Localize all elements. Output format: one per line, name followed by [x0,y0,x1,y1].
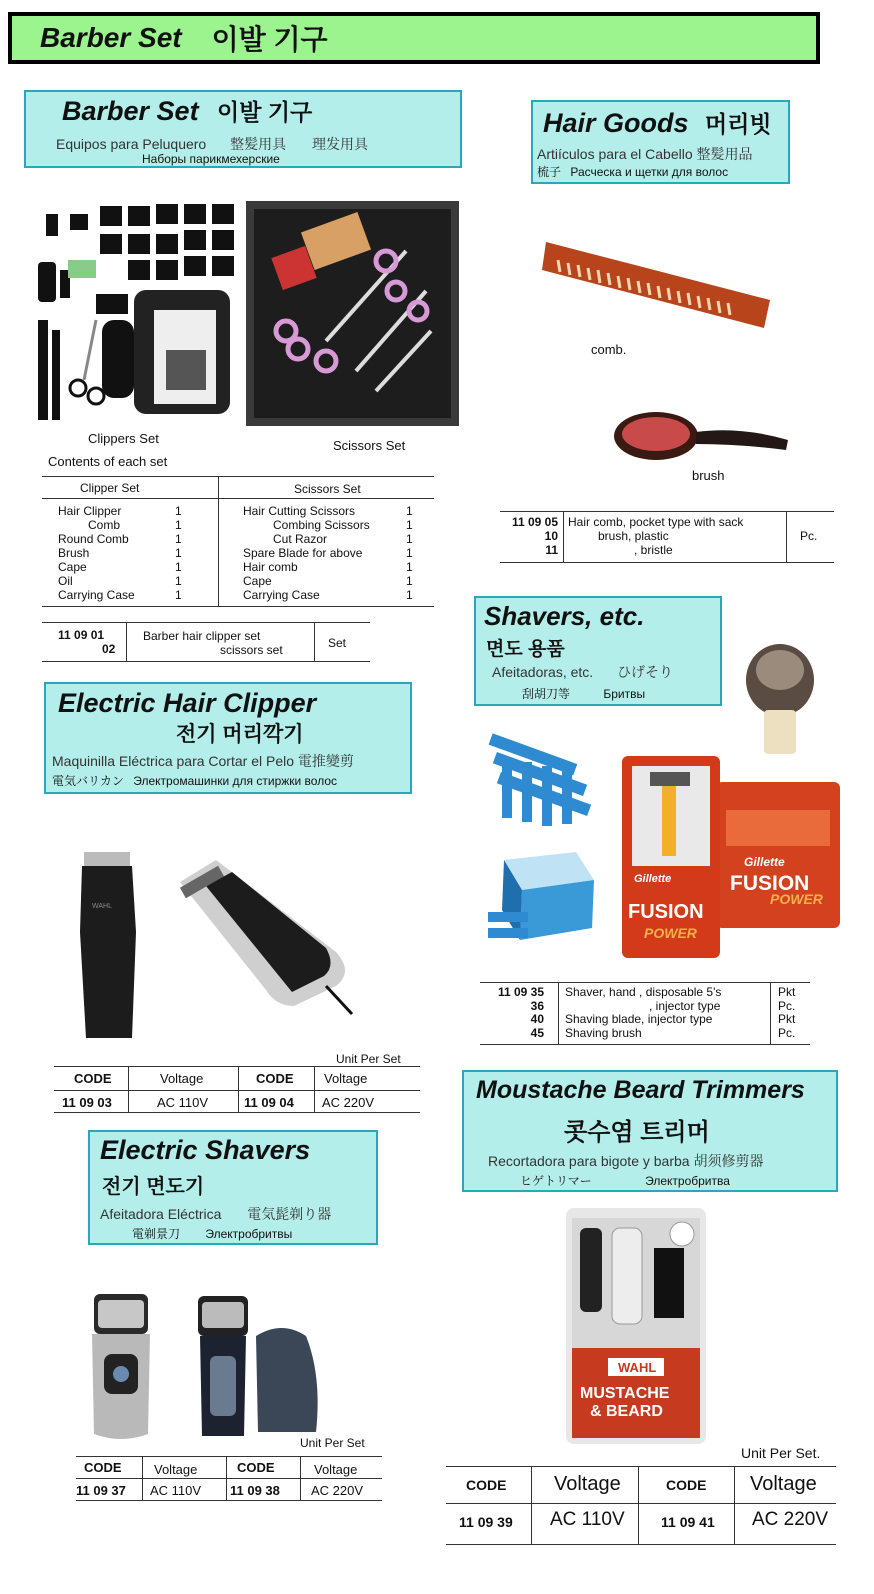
pack-name-1: FUSION [628,901,704,923]
hair-sub-ru: Расческа и щетки для волос [570,165,729,179]
table-rule [54,1066,420,1067]
electric-clipper-heading [44,682,412,794]
list-item: Hair comb [243,560,298,574]
clipper-header-voltage-2: Voltage [324,1071,368,1086]
clipper-header-voltage: Voltage [160,1071,204,1086]
hair-unit: Pc. [800,529,818,543]
eshavers-code-b: 11 09 38 [230,1483,280,1498]
hair-title: Hair Goods [543,108,689,138]
shavers-units: Pkt Pc. Pkt Pc. [778,985,796,1040]
table-rule [76,1478,382,1479]
page-title-korean: 이발 기구 [211,24,328,55]
trimmer-header-code: CODE [466,1477,507,1493]
list-item: Hair Cutting Scissors [243,504,356,518]
electric-shavers-heading [88,1130,378,1245]
eshavers-voltage-a: AC 110V [150,1483,202,1498]
comb-photo [538,230,778,342]
barber-code-2: 02 [102,642,116,656]
table-rule [42,622,370,623]
hair-goods-heading [531,100,790,184]
scissors-set-photo [246,201,459,426]
eshavers-sub-ru: Электробритвы [205,1227,293,1241]
clipper-header-code-2: CODE [256,1071,294,1086]
barber-unit: Set [328,636,347,650]
trimmer-pack-brand: WAHL [618,1360,657,1375]
table-divider [300,1456,301,1500]
table-rule [446,1503,836,1504]
clipper-brand: WAHL [92,903,112,910]
cordless-clipper-photo [78,852,138,1044]
brush-caption: brush [692,468,725,483]
shavers-descs: Shaver, hand , disposable 5's , injector type Shaving blade, injector type Shaving brush [565,985,722,1040]
barber-sub-zh: 理发用具 [312,136,369,152]
table-divider [128,1066,129,1112]
trimmer-code-b: 11 09 41 [661,1514,715,1530]
clipper-title: Electric Hair Clipper [58,688,317,718]
hair-descs: Hair comb, pocket type with sack brush, plastic , bristle [568,515,744,557]
table-rule [54,1112,420,1113]
pack-sub-1: POWER [644,925,697,941]
table-divider [638,1466,639,1544]
trimmer-pack-line-2: & BEARD [590,1403,663,1420]
clipper-unit-per-set: Unit Per Set [336,1052,401,1066]
clipper-set-header: Clipper Set [80,481,140,495]
page-title-bar [8,12,820,64]
clipper-sub-1: Maquinilla Eléctrica para Cortar el Pelo 電推變剪 [52,753,354,769]
hair-sub-zh: 梳子 [537,165,562,179]
trimmer-code-a: 11 09 39 [459,1514,513,1530]
table-divider [314,1066,315,1112]
table-rule [54,1090,420,1091]
hair-title-korean: 머리빗 [704,111,772,137]
clippers-set-photo [26,200,242,428]
eshavers-title: Electric Shavers [100,1135,311,1165]
eshavers-header-voltage-2: Voltage [314,1462,358,1477]
list-item: Cape [243,574,272,588]
table-divider [734,1466,735,1544]
table-divider [786,511,787,562]
barber-sub-ru: Наборы парикмехерские [142,152,280,166]
table-divider [558,982,559,1044]
table-rule [42,606,434,607]
eshavers-code-a: 11 09 37 [76,1483,126,1498]
list-item: Carrying Case [58,588,135,602]
pack-brand-2: Gillette [744,855,785,869]
trimmer-voltage-b: AC 220V [752,1509,829,1530]
trimmer-sub-1: Recortadora para bigote y barba 胡须修剪器 [488,1153,764,1169]
list-item: Carrying Case [243,588,320,602]
eshavers-header-code: CODE [84,1460,122,1475]
trimmer-unit-per-set: Unit Per Set. [741,1445,821,1461]
electric-shaver-2-photo [196,1296,324,1438]
brush-photo [610,404,790,468]
trimmer-header-voltage: Voltage [554,1473,621,1495]
eshavers-header-code-2: CODE [237,1460,275,1475]
table-divider [126,622,127,661]
disposable-razors-photo [482,728,596,832]
clipper-sub-ja: 電気バリカン [52,774,124,788]
table-rule [480,982,810,983]
barber-desc-2: scissors set [220,643,283,657]
shavers-sub-ru: Бритвы [603,687,646,701]
barber-sub-ja: 整髪用具 [230,136,287,152]
table-rule [42,661,370,662]
scissors-set-list [243,504,370,602]
table-divider [314,622,315,661]
corded-clipper-photo [176,856,356,1016]
barber-code-1: 11 09 01 [58,628,105,642]
list-item: Comb [88,518,121,532]
table-rule [76,1456,382,1457]
page-title: Barber Set [40,22,182,53]
clipper-voltage-a: AC 110V [157,1095,209,1110]
table-rule [42,498,434,499]
list-item: Combing Scissors [273,518,370,532]
barber-title: Barber Set [62,96,199,126]
shavers-codes: 11 09 35 36 40 45 [497,985,544,1040]
clipper-set-qty: 1 1 1 1 1 1 1 [175,504,182,602]
table-divider [226,1456,227,1500]
trimmer-header-voltage-2: Voltage [750,1473,817,1495]
comb-caption: comb. [591,342,627,357]
shaving-brush-photo [740,640,820,760]
pack-sub-2: POWER [770,891,823,907]
shavers-sub-zh: 刮胡刀等 [522,687,571,701]
trimmer-voltage-a: AC 110V [550,1509,625,1530]
shavers-heading [474,596,722,706]
clipper-code-b: 11 09 04 [244,1095,294,1110]
clipper-header-code: CODE [74,1071,112,1086]
clipper-sub-ru: Электромашинки для стиржки волос [133,774,338,788]
eshavers-sub-es: Afeitadora Eléctrica [100,1206,222,1222]
list-item: Cut Razor [273,532,328,546]
table-rule [500,562,834,563]
scissors-set-caption: Scissors Set [333,438,406,453]
trimmers-heading [462,1070,838,1192]
eshavers-sub-ja: 電気髭剃り器 [247,1206,332,1222]
table-divider [238,1066,239,1112]
pack-brand-1: Gillette [634,873,672,885]
table-rule [500,511,834,512]
barber-sub-es: Equipos para Peluquero [56,136,207,152]
barber-set-heading [24,90,462,168]
list-item: Hair Clipper [58,504,122,518]
eshavers-title-korean: 전기 면도기 [102,1176,205,1198]
trimmer-sub-ru: Электробритва [645,1174,730,1188]
list-item: Oil [58,574,73,588]
shavers-title: Shavers, etc. [484,601,645,631]
clipper-voltage-b: AC 220V [322,1095,375,1110]
table-rule [446,1544,836,1545]
injector-razors-photo [484,850,598,950]
table-rule [76,1500,382,1501]
table-divider [563,511,564,562]
trimmer-title: Moustache Beard Trimmers [476,1076,805,1104]
shavers-sub-es: Afeitadoras, etc. [492,664,594,680]
pack-name-2: FUSION [730,872,810,895]
eshavers-unit-per-set: Unit Per Set [300,1436,365,1450]
barber-desc-1: Barber hair clipper set [143,629,261,643]
list-item: Spare Blade for above [243,546,363,560]
trimmer-sub-ja: ヒゲトリマー [520,1174,592,1188]
barber-title-korean: 이발 기구 [217,99,313,125]
trimmer-title-korean: 콧수염 트리머 [564,1119,710,1146]
eshavers-sub-zh: 電剃景刀 [132,1227,181,1241]
clipper-code-a: 11 09 03 [62,1095,112,1110]
table-rule [446,1466,836,1467]
scissors-set-qty: 1 1 1 1 1 1 1 [406,504,413,602]
eshavers-voltage-b: AC 220V [311,1483,364,1498]
shavers-sub-ja: ひげそり [617,664,674,680]
trimmer-pack-line-1: MUSTACHE [580,1385,670,1402]
gillette-fusion-photo [622,756,842,960]
eshavers-header-voltage: Voltage [154,1462,198,1477]
hair-sub-1: Artiículos para el Cabello 整髪用品 [537,146,753,162]
list-item: Round Comb [58,532,129,546]
scissors-set-header: Scissors Set [294,482,361,496]
table-divider [142,1456,143,1500]
clipper-title-korean: 전기 머리깍기 [176,723,304,746]
table-divider [218,476,219,606]
table-rule [42,476,434,477]
table-divider [770,982,771,1044]
table-divider [531,1466,532,1544]
trimmer-header-code-2: CODE [666,1477,707,1493]
trimmer-pack-photo [566,1208,706,1444]
clippers-set-caption: Clippers Set [88,431,159,446]
contents-caption: Contents of each set [48,454,168,469]
hair-codes: 11 09 05 10 11 [511,515,558,557]
electric-shaver-1-photo [86,1294,156,1440]
clipper-set-list [58,504,135,602]
shavers-title-korean: 면도 용품 [486,639,565,660]
list-item: Brush [58,546,90,560]
table-rule [480,1044,810,1045]
list-item: Cape [58,560,87,574]
